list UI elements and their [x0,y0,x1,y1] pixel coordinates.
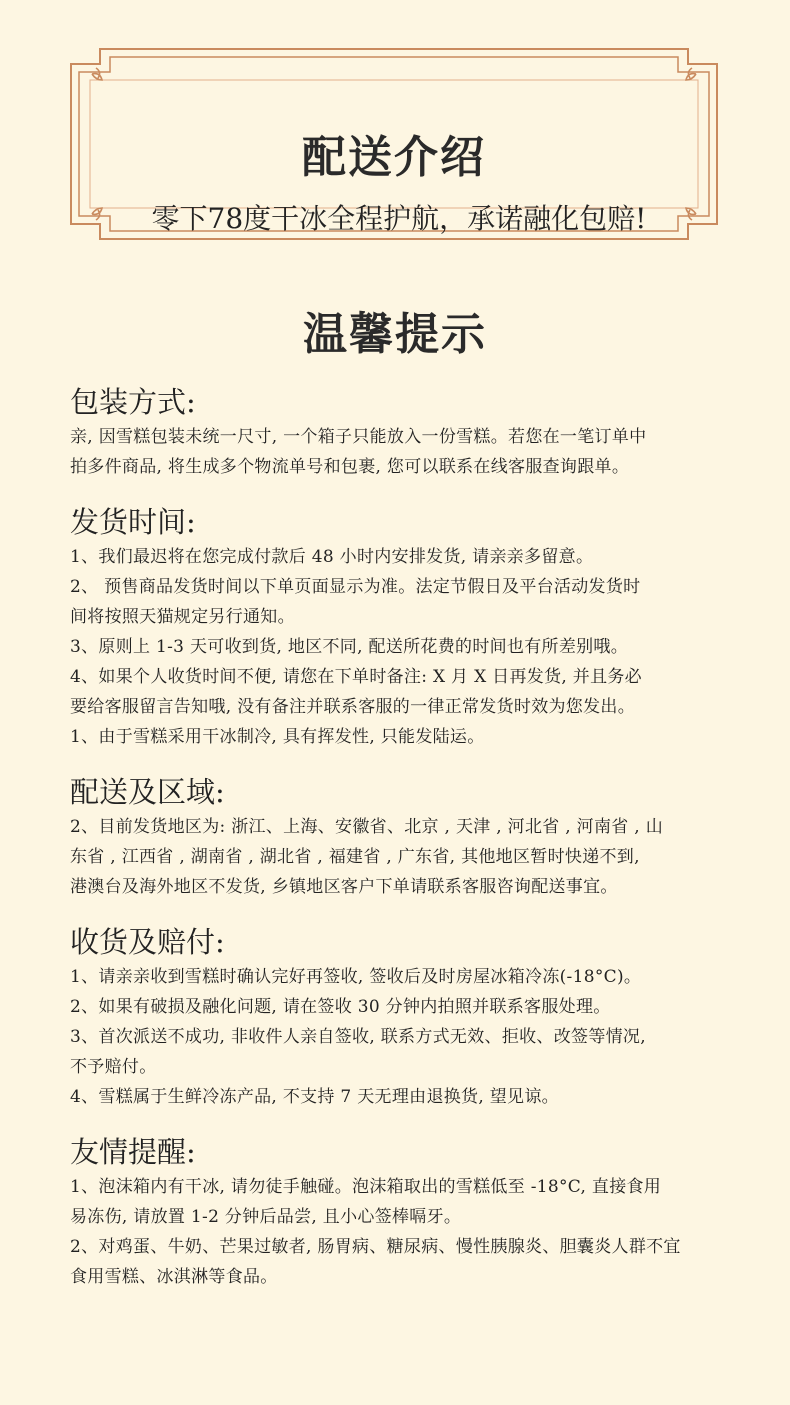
paragraph-line: 1、我们最迟将在您完成付款后 48 小时内安排发货, 请亲亲多留意。 [70,547,594,567]
paragraph-line: 拍多件商品, 将生成多个物流单号和包裹, 您可以联系在线客服查询跟单。 [70,457,630,477]
paragraph-line: 1、由于雪糕采用干冰制冷, 具有挥发性, 只能发陆运。 [70,727,485,747]
paragraph-line: 4、雪糕属于生鲜冷冻产品, 不支持 7 天无理由退换货, 望见谅。 [70,1087,559,1107]
banner-subtitle: 零下78度干冰全程护航，承诺融化包赔! [151,202,647,235]
section-heading-shipping-time: 发货时间: [70,505,196,539]
tips-content [70,382,720,1292]
paragraph-line: 2、目前发货地区为: 浙江、上海、安徽省、北京 , 天津 , 河北省 , 河南省 , 山 [70,817,663,837]
paragraph-line: 3、原则上 1-3 天可收到货, 地区不同, 配送所花费的时间也有所差别哦。 [70,637,629,657]
paragraph-line: 易冻伤, 请放置 1-2 分钟后品尝, 且小心签棒嗝牙。 [70,1207,462,1227]
paragraph-line: 东省 , 江西省 , 湖南省 , 湖北省 , 福建省 , 广东省, 其他地区暂时快递不到, [70,847,640,867]
section-heading-packaging: 包装方式: [70,385,196,419]
section-heading-receipt-compensation: 收货及赔付: [70,925,225,959]
paragraph-line: 1、泡沫箱内有干冰, 请勿徒手触碰。泡沫箱取出的雪糕低至 -18°C, 直接食用 [70,1177,662,1197]
paragraph-line: 2、对鸡蛋、牛奶、芒果过敏者, 肠胃病、糖尿病、慢性胰腺炎、胆囊炎人群不宜 [70,1237,681,1257]
banner-title: 配送介绍 [302,132,486,183]
section-heading-friendly-reminder: 友情提醒: [70,1135,196,1169]
paragraph-line: 要给客服留言告知哦, 没有备注并联系客服的一律正常发货时效为您发出。 [70,697,636,717]
paragraph-line: 不予赔付。 [70,1057,157,1077]
page-title: 温馨提示 [303,309,487,360]
paragraph-line: 食用雪糕、冰淇淋等食品。 [70,1267,278,1287]
paragraph-line: 亲, 因雪糕包装未统一尺寸, 一个箱子只能放入一份雪糕。若您在一笔订单中 [70,427,647,447]
delivery-banner [70,48,718,240]
paragraph-line: 1、请亲亲收到雪糕时确认完好再签收, 签收后及时房屋冰箱冷冻(-18°C)。 [70,967,642,987]
paragraph-line: 2、如果有破损及融化问题, 请在签收 30 分钟内拍照并联系客服处理。 [70,997,611,1017]
section-heading-delivery-area: 配送及区域: [70,775,225,809]
paragraph-line: 港澳台及海外地区不发货, 乡镇地区客户下单请联系客服咨询配送事宜。 [70,877,618,897]
paragraph-line: 4、如果个人收货时间不便, 请您在下单时备注: X 月 X 日再发货, 并且务必 [70,667,642,687]
paragraph-line: 2、 预售商品发货时间以下单页面显示为准。法定节假日及平台活动发货时 [70,577,641,597]
paragraph-line: 3、首次派送不成功, 非收件人亲自签收, 联系方式无效、拒收、改签等情况, [70,1027,646,1047]
paragraph-line: 间将按照天猫规定另行通知。 [70,607,295,627]
